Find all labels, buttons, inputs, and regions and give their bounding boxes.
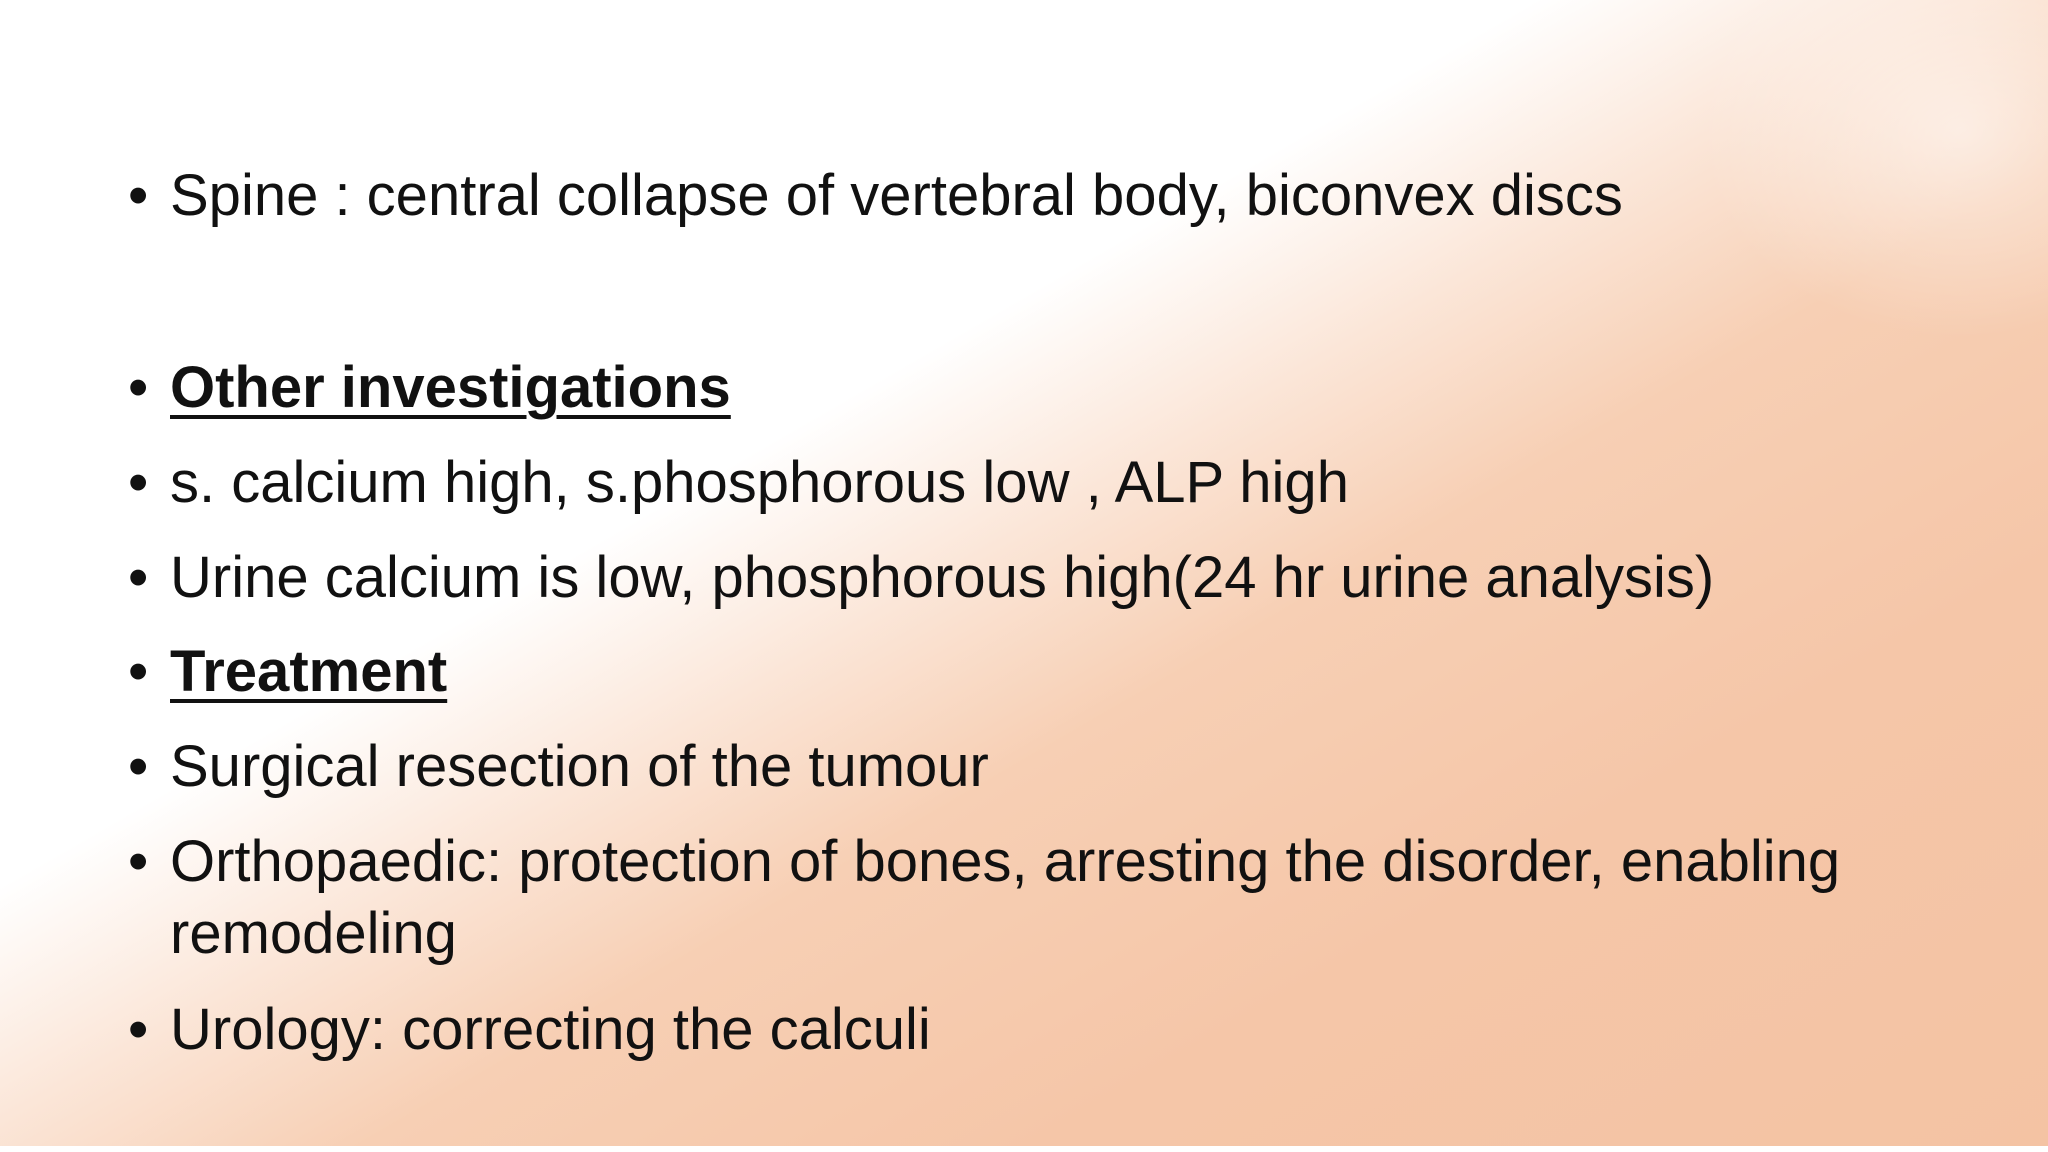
- bullet-text: Urine calcium is low, phosphorous high(24 hr urine analysis): [170, 545, 1715, 610]
- bullet-dot: •: [128, 163, 149, 228]
- bullet-text: Spine : central collapse of vertebral body, biconvex discs: [170, 163, 1623, 228]
- heading-treatment: [128, 636, 2008, 708]
- bullet-dot: •: [128, 639, 149, 704]
- bullet-item-spine: [128, 160, 2008, 232]
- bullet-item-serum-values: [128, 447, 2008, 519]
- bullet-text: Urology: correcting the calculi: [170, 997, 931, 1062]
- bullet-item-orthopaedic: [128, 826, 2008, 970]
- bullet-dot: •: [128, 997, 149, 1062]
- bullet-dot: •: [128, 450, 149, 515]
- bullet-dot: •: [128, 545, 149, 610]
- bullet-item-surgical: [128, 731, 2008, 803]
- bullet-item-urology: [128, 994, 2008, 1066]
- bullet-text: s. calcium high, s.phosphorous low , ALP high: [170, 450, 1349, 515]
- bottom-strip: [0, 1146, 2048, 1152]
- bullet-dot: •: [128, 734, 149, 799]
- bullet-text: Treatment: [170, 639, 448, 704]
- bullet-item-urine-values: [128, 542, 2008, 614]
- bullet-dot: •: [128, 829, 149, 894]
- bullet-text: Other investigations: [170, 355, 731, 420]
- heading-other-investigations: [128, 352, 2008, 424]
- bullet-dot: •: [128, 355, 149, 420]
- bullet-text: Orthopaedic: protection of bones, arresting the disorder, enabling remodeling: [170, 829, 1841, 966]
- bullet-text: Surgical resection of the tumour: [170, 734, 989, 799]
